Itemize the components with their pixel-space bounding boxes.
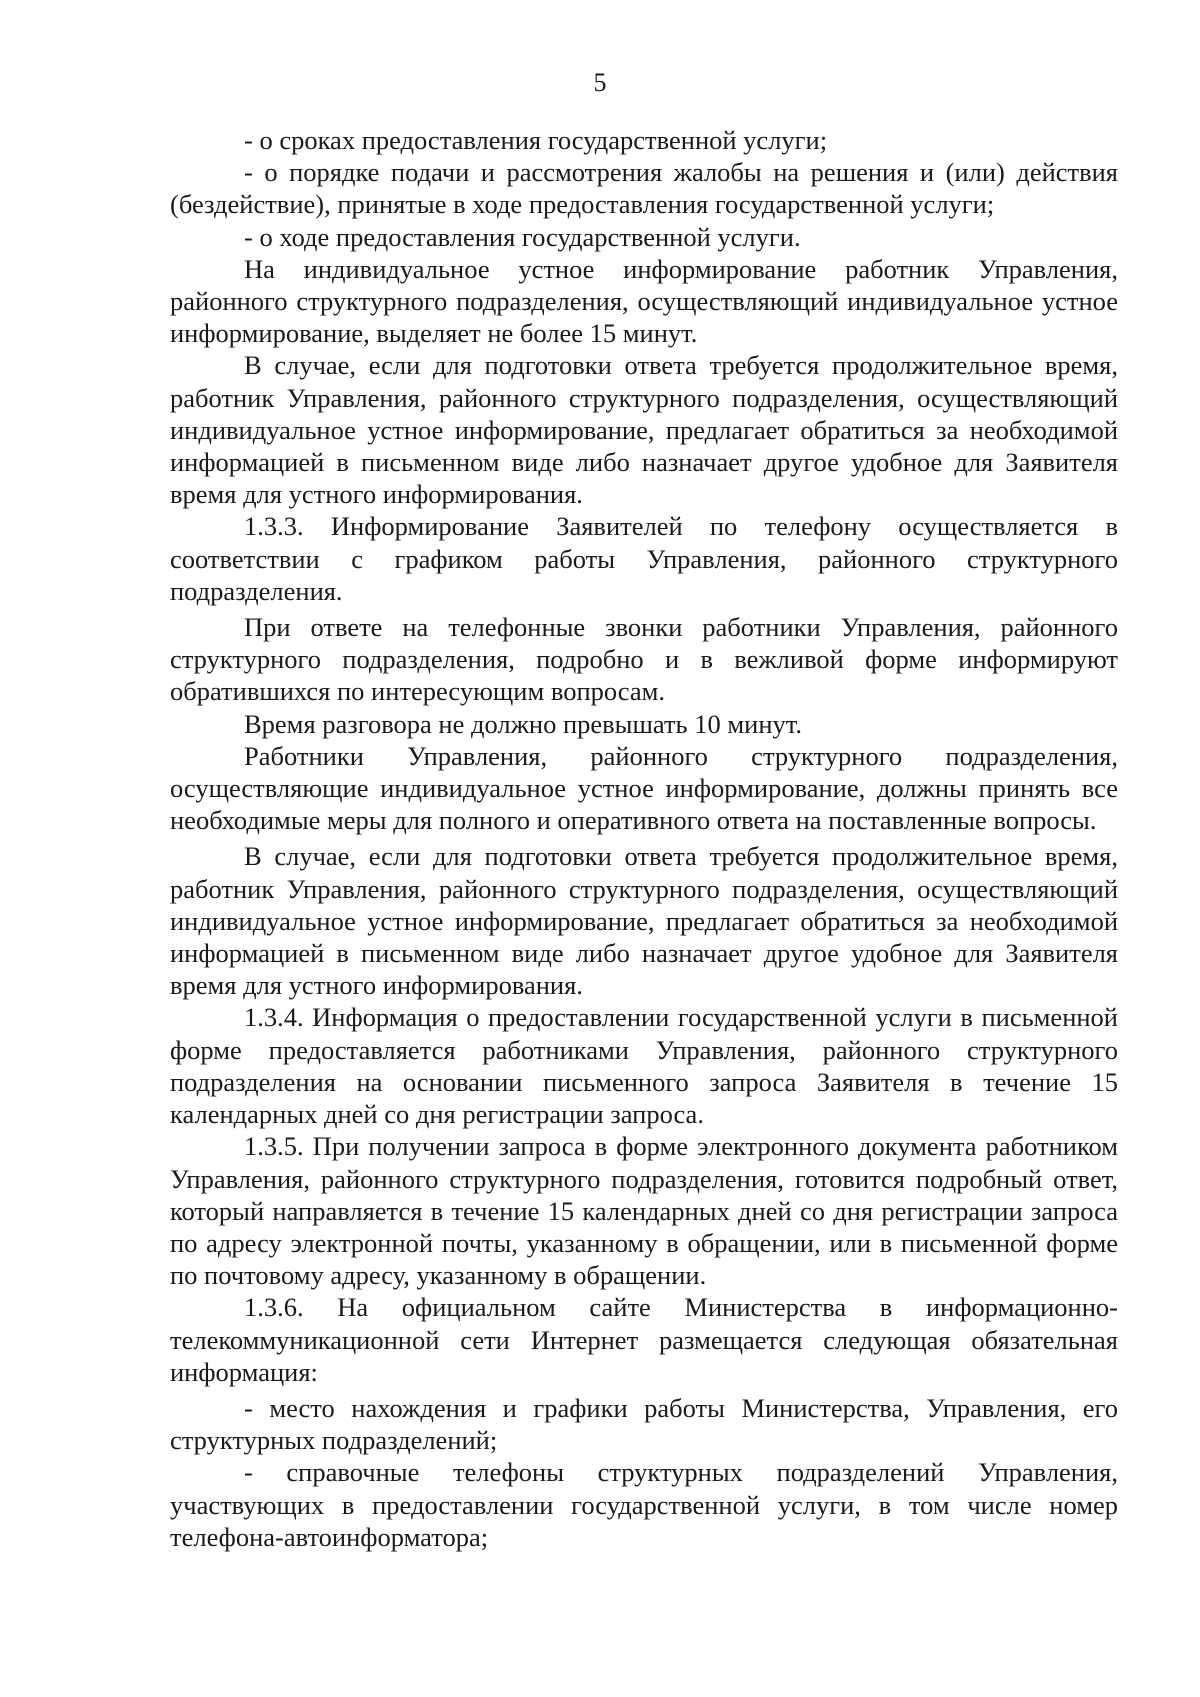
clause-1-3-3: 1.3.3. Информирование Заявителей по телефону осуществляется в соответствии с графиком работы Управления, районного структурного подразделения. <box>170 511 1118 606</box>
page-number: 5 <box>593 68 607 97</box>
paragraph-call-duration: Время разговора не должно превышать 10 минут. <box>244 708 802 739</box>
clause-1-3-5: 1.3.5. При получении запроса в форме электронного документа работником Управления, районного структурного подразделения, готовится подробный ответ, который направляется в течение 15 календарных дней со дня регистрации запроса по адресу электронной почты, указанному в обращении, или в письменной форме по почтовому адресу, указанному в обращении. <box>170 1131 1118 1291</box>
list-item-deadlines: - о сроках предоставления государственной услуги; <box>244 125 828 155</box>
clause-1-3-4: 1.3.4. Информация о предоставлении государственной услуги в письменной форме предоставляется работниками Управления, районного структурного подразделения на основании письменного запроса Заявителя в течение 15 календарных дней со дня регистрации запроса. <box>170 1002 1118 1130</box>
paragraph-oral-informing-time: На индивидуальное устное информирование работник Управления, районного структурного подразделения, осуществляющий индивидуальное устное информирование, выделяет не более 15 минут. <box>170 253 1118 349</box>
clause-1-3-6: 1.3.6. На официальном сайте Министерства в информационно-телекоммуникационной сети Интернет размещается следующая обязательная информация: <box>170 1292 1118 1387</box>
paragraph-phone-answers: При ответе на телефонные звонки работники Управления, районного структурного подразделения, подробно и в вежливой форме информируют обратившихся по интересующим вопросам. <box>170 612 1118 707</box>
document-body <box>170 124 1118 1553</box>
list-item-location-schedule: - место нахождения и графики работы Министерства, Управления, его структурных подразделений; <box>170 1392 1118 1456</box>
list-item-reference-phones: - справочные телефоны структурных подразделений Управления, участвующих в предоставлении государственной услуги, в том числе номер телефона-автоинформатора; <box>170 1457 1118 1552</box>
paragraph-employees-measures: Работники Управления, районного структурного подразделения, осуществляющие индивидуальное устное информирование, должны принять все необходимые меры для полного и оперативного ответа на поставленные вопросы. <box>170 740 1118 836</box>
paragraph-long-answer-phone: В случае, если для подготовки ответа требуется продолжительное время, работник Управления, районного структурного подразделения, осуществляющий индивидуальное устное информирование, предлагает обратиться за необходимой информацией в письменном виде либо назначает другое удобное для Заявителя время для устного информирования. <box>170 841 1118 1001</box>
paragraph-long-answer-oral: В случае, если для подготовки ответа требуется продолжительное время, работник Управления, районного структурного подразделения, осуществляющий индивидуальное устное информирование, предлагает обратиться за необходимой информацией в письменном виде либо назначает другое удобное для Заявителя время для устного информирования. <box>170 350 1118 510</box>
list-item-complaint-procedure: - о порядке подачи и рассмотрения жалобы на решения и (или) действия (бездействие), принятые в ходе предоставления государственной услуги; <box>170 157 1118 220</box>
list-item-service-progress: - о ходе предоставления государственной услуги. <box>244 221 801 252</box>
